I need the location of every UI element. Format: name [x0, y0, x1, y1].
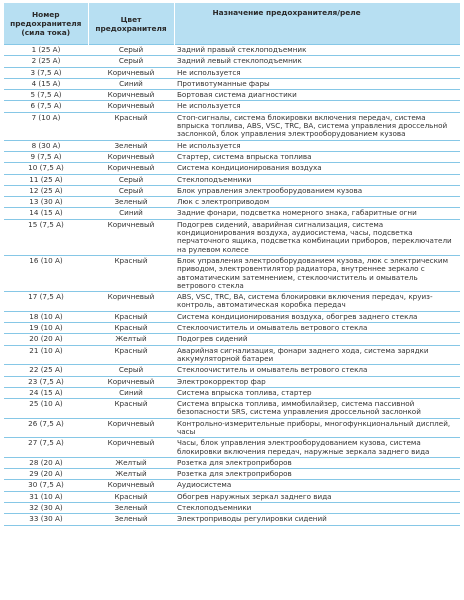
fuse-purpose-cell: Розетка для электроприборов [174, 457, 460, 468]
fuse-color-cell: Синий [88, 208, 174, 219]
fuse-number-cell: 30 (7,5 А) [4, 480, 88, 491]
table-row [4, 112, 460, 140]
table-row [4, 90, 460, 101]
fuse-purpose-cell: Не используется [174, 140, 460, 151]
fuse-color-cell: Красный [88, 112, 174, 140]
fuse-color-cell: Зеленый [88, 140, 174, 151]
fuse-color-cell: Зеленый [88, 197, 174, 208]
fuse-color-cell: Коричневый [88, 438, 174, 458]
fuse-purpose-cell: Обогрев наружных зеркал заднего вида [174, 491, 460, 502]
table-row [4, 365, 460, 376]
fuse-purpose-cell: Подогрев сидений, аварийная сигнализация, система кондиционирования воздуха, аудиосистема, часы, подсветка перчаточного ящика, подсветка комбинации приборов, переключатели на рулевом колесе [174, 219, 460, 255]
table-row [4, 197, 460, 208]
fuse-number-cell: 12 (25 А) [4, 185, 88, 196]
fuse-color-cell: Серый [88, 365, 174, 376]
fuse-number-cell: 3 (7,5 А) [4, 67, 88, 78]
fuse-purpose-cell: Задний правый стеклоподъемник [174, 45, 460, 56]
fuse-color-cell: Коричневый [88, 480, 174, 491]
fuse-number-cell: 21 (10 А) [4, 345, 88, 365]
table-body [4, 45, 460, 526]
fuse-number-cell: 9 (7,5 А) [4, 151, 88, 162]
header-fuse-color: Цвет предохранителя [88, 3, 174, 45]
fuse-purpose-cell: Часы, блок управления электрооборудованием кузова, система блокировки включения передач, наружные зеркала заднего вида [174, 438, 460, 458]
fuse-purpose-cell: Задний левый стеклоподъемник [174, 56, 460, 67]
table-row [4, 387, 460, 398]
fuse-purpose-cell: Блок управления электрооборудованием кузова, люк с электрическим приводом, электровентилятор радиатора, внутреннее зеркало с автоматическим затемнением, стеклоочиститель и омыватель ветрового стекла [174, 255, 460, 291]
header-fuse-number: Номер предохранителя (сила тока) [4, 3, 88, 45]
fuse-number-cell: 19 (10 А) [4, 323, 88, 334]
fuse-number-cell: 29 (20 А) [4, 469, 88, 480]
fuse-color-cell: Красный [88, 255, 174, 291]
fuse-number-cell: 10 (7,5 А) [4, 163, 88, 174]
table-row [4, 469, 460, 480]
fuse-number-cell: 31 (10 А) [4, 491, 88, 502]
fuse-color-cell: Коричневый [88, 151, 174, 162]
fuse-color-cell: Коричневый [88, 163, 174, 174]
fuse-purpose-cell: Не используется [174, 67, 460, 78]
fuse-purpose-cell: Электрокорректор фар [174, 376, 460, 387]
fuse-purpose-cell: Стеклоподъемники [174, 503, 460, 514]
table-row [4, 345, 460, 365]
fuse-color-cell: Желтый [88, 469, 174, 480]
fuse-color-cell: Коричневый [88, 67, 174, 78]
table-row [4, 334, 460, 345]
table-row [4, 480, 460, 491]
fuse-number-cell: 20 (20 А) [4, 334, 88, 345]
table-row [4, 323, 460, 334]
table-row [4, 78, 460, 89]
table-row [4, 514, 460, 525]
fuse-number-cell: 1 (25 А) [4, 45, 88, 56]
fuse-purpose-cell: Бортовая система диагностики [174, 90, 460, 101]
fuse-purpose-cell: Электроприводы регулировки сидений [174, 514, 460, 525]
fuse-number-cell: 24 (15 А) [4, 387, 88, 398]
fuse-color-cell: Желтый [88, 334, 174, 345]
fuse-number-cell: 23 (7,5 А) [4, 376, 88, 387]
fuse-number-cell: 15 (7,5 А) [4, 219, 88, 255]
fuse-color-cell: Серый [88, 185, 174, 196]
fuse-color-cell: Коричневый [88, 90, 174, 101]
fuse-purpose-cell: Розетка для электроприборов [174, 469, 460, 480]
fuse-number-cell: 32 (30 А) [4, 503, 88, 514]
fuse-color-cell: Коричневый [88, 292, 174, 312]
fuse-color-cell: Серый [88, 174, 174, 185]
fuse-purpose-cell: Аварийная сигнализация, фонари заднего хода, система зарядки аккумуляторной батареи [174, 345, 460, 365]
fuse-purpose-cell: Стеклоочиститель и омыватель ветрового стекла [174, 365, 460, 376]
table-row [4, 376, 460, 387]
fuse-purpose-cell: Аудиосистема [174, 480, 460, 491]
fuse-color-cell: Коричневый [88, 219, 174, 255]
fuse-color-cell: Коричневый [88, 101, 174, 112]
fuse-number-cell: 13 (30 А) [4, 197, 88, 208]
fuse-number-cell: 8 (30 А) [4, 140, 88, 151]
fuse-number-cell: 26 (7,5 А) [4, 418, 88, 438]
header-row [4, 3, 460, 45]
fuse-number-cell: 2 (25 А) [4, 56, 88, 67]
fuse-color-cell: Красный [88, 491, 174, 502]
fuse-number-cell: 27 (7,5 А) [4, 438, 88, 458]
table-row [4, 457, 460, 468]
table-row [4, 208, 460, 219]
fuse-purpose-cell: Противотуманные фары [174, 78, 460, 89]
fuse-color-cell: Серый [88, 56, 174, 67]
table-row [4, 255, 460, 291]
fuse-purpose-cell: Стеклоочиститель и омыватель ветрового стекла [174, 323, 460, 334]
fuse-number-cell: 22 (25 А) [4, 365, 88, 376]
table-header [4, 3, 460, 45]
table-row [4, 174, 460, 185]
fuse-number-cell: 5 (7,5 А) [4, 90, 88, 101]
table-row [4, 219, 460, 255]
fuse-purpose-cell: Люк с электроприводом [174, 197, 460, 208]
table-row [4, 56, 460, 67]
fuse-color-cell: Красный [88, 311, 174, 322]
table-row [4, 151, 460, 162]
fuse-number-cell: 25 (10 А) [4, 399, 88, 419]
table-row [4, 418, 460, 438]
fuse-purpose-cell: Стеклоподъемники [174, 174, 460, 185]
fuse-purpose-cell: Задние фонари, подсветка номерного знака, габаритные огни [174, 208, 460, 219]
fuse-purpose-cell: Блок управления электрооборудованием кузова [174, 185, 460, 196]
fuse-color-cell: Красный [88, 399, 174, 419]
fuse-number-cell: 14 (15 А) [4, 208, 88, 219]
fuse-color-cell: Красный [88, 345, 174, 365]
fuse-purpose-cell: Система кондиционирования воздуха, обогрев заднего стекла [174, 311, 460, 322]
table-row [4, 438, 460, 458]
table-row [4, 491, 460, 502]
table-row [4, 399, 460, 419]
table-row [4, 503, 460, 514]
table-row [4, 67, 460, 78]
fuse-number-cell: 17 (7,5 А) [4, 292, 88, 312]
fuse-purpose-cell: Система кондиционирования воздуха [174, 163, 460, 174]
table-row [4, 101, 460, 112]
fuse-purpose-cell: ABS, VSC, TRC, BA, система блокировки включения передач, круиз-контроль, автоматическая коробка передач [174, 292, 460, 312]
fuse-purpose-cell: Стоп-сигналы, система блокировки включения передач, система впрыска топлива, ABS, VSC, TRC, BA, система управления дроссельной заслонкой, блок управления электрооборудованием кузова [174, 112, 460, 140]
fuse-purpose-cell: Система впрыска топлива, стартер [174, 387, 460, 398]
fuse-number-cell: 4 (15 А) [4, 78, 88, 89]
table-row [4, 185, 460, 196]
fuse-purpose-cell: Подогрев сидений [174, 334, 460, 345]
fuse-color-cell: Зеленый [88, 514, 174, 525]
fuse-color-cell: Коричневый [88, 418, 174, 438]
fuse-purpose-cell: Система впрыска топлива, иммобилайзер, система пассивной безопасности SRS, система управления дроссельной заслонкой [174, 399, 460, 419]
table-row [4, 292, 460, 312]
fuse-number-cell: 16 (10 А) [4, 255, 88, 291]
fuse-color-cell: Зеленый [88, 503, 174, 514]
fuse-number-cell: 6 (7,5 А) [4, 101, 88, 112]
fuse-color-cell: Синий [88, 387, 174, 398]
fuse-color-cell: Серый [88, 45, 174, 56]
fuse-color-cell: Коричневый [88, 376, 174, 387]
table-row [4, 163, 460, 174]
table-row [4, 311, 460, 322]
fuse-number-cell: 11 (25 А) [4, 174, 88, 185]
fuse-color-cell: Красный [88, 323, 174, 334]
fuse-number-cell: 7 (10 А) [4, 112, 88, 140]
header-fuse-purpose: Назначение предохранителя/реле [174, 3, 460, 45]
table-row [4, 140, 460, 151]
table-row [4, 45, 460, 56]
fuse-number-cell: 18 (10 А) [4, 311, 88, 322]
fuse-number-cell: 28 (20 А) [4, 457, 88, 468]
fuse-purpose-cell: Стартер, система впрыска топлива [174, 151, 460, 162]
fuse-table [4, 3, 461, 526]
fuse-color-cell: Синий [88, 78, 174, 89]
fuse-number-cell: 33 (30 А) [4, 514, 88, 525]
fuse-purpose-cell: Контрольно-измерительные приборы, многофункциональный дисплей, часы [174, 418, 460, 438]
fuse-color-cell: Желтый [88, 457, 174, 468]
fuse-purpose-cell: Не используется [174, 101, 460, 112]
